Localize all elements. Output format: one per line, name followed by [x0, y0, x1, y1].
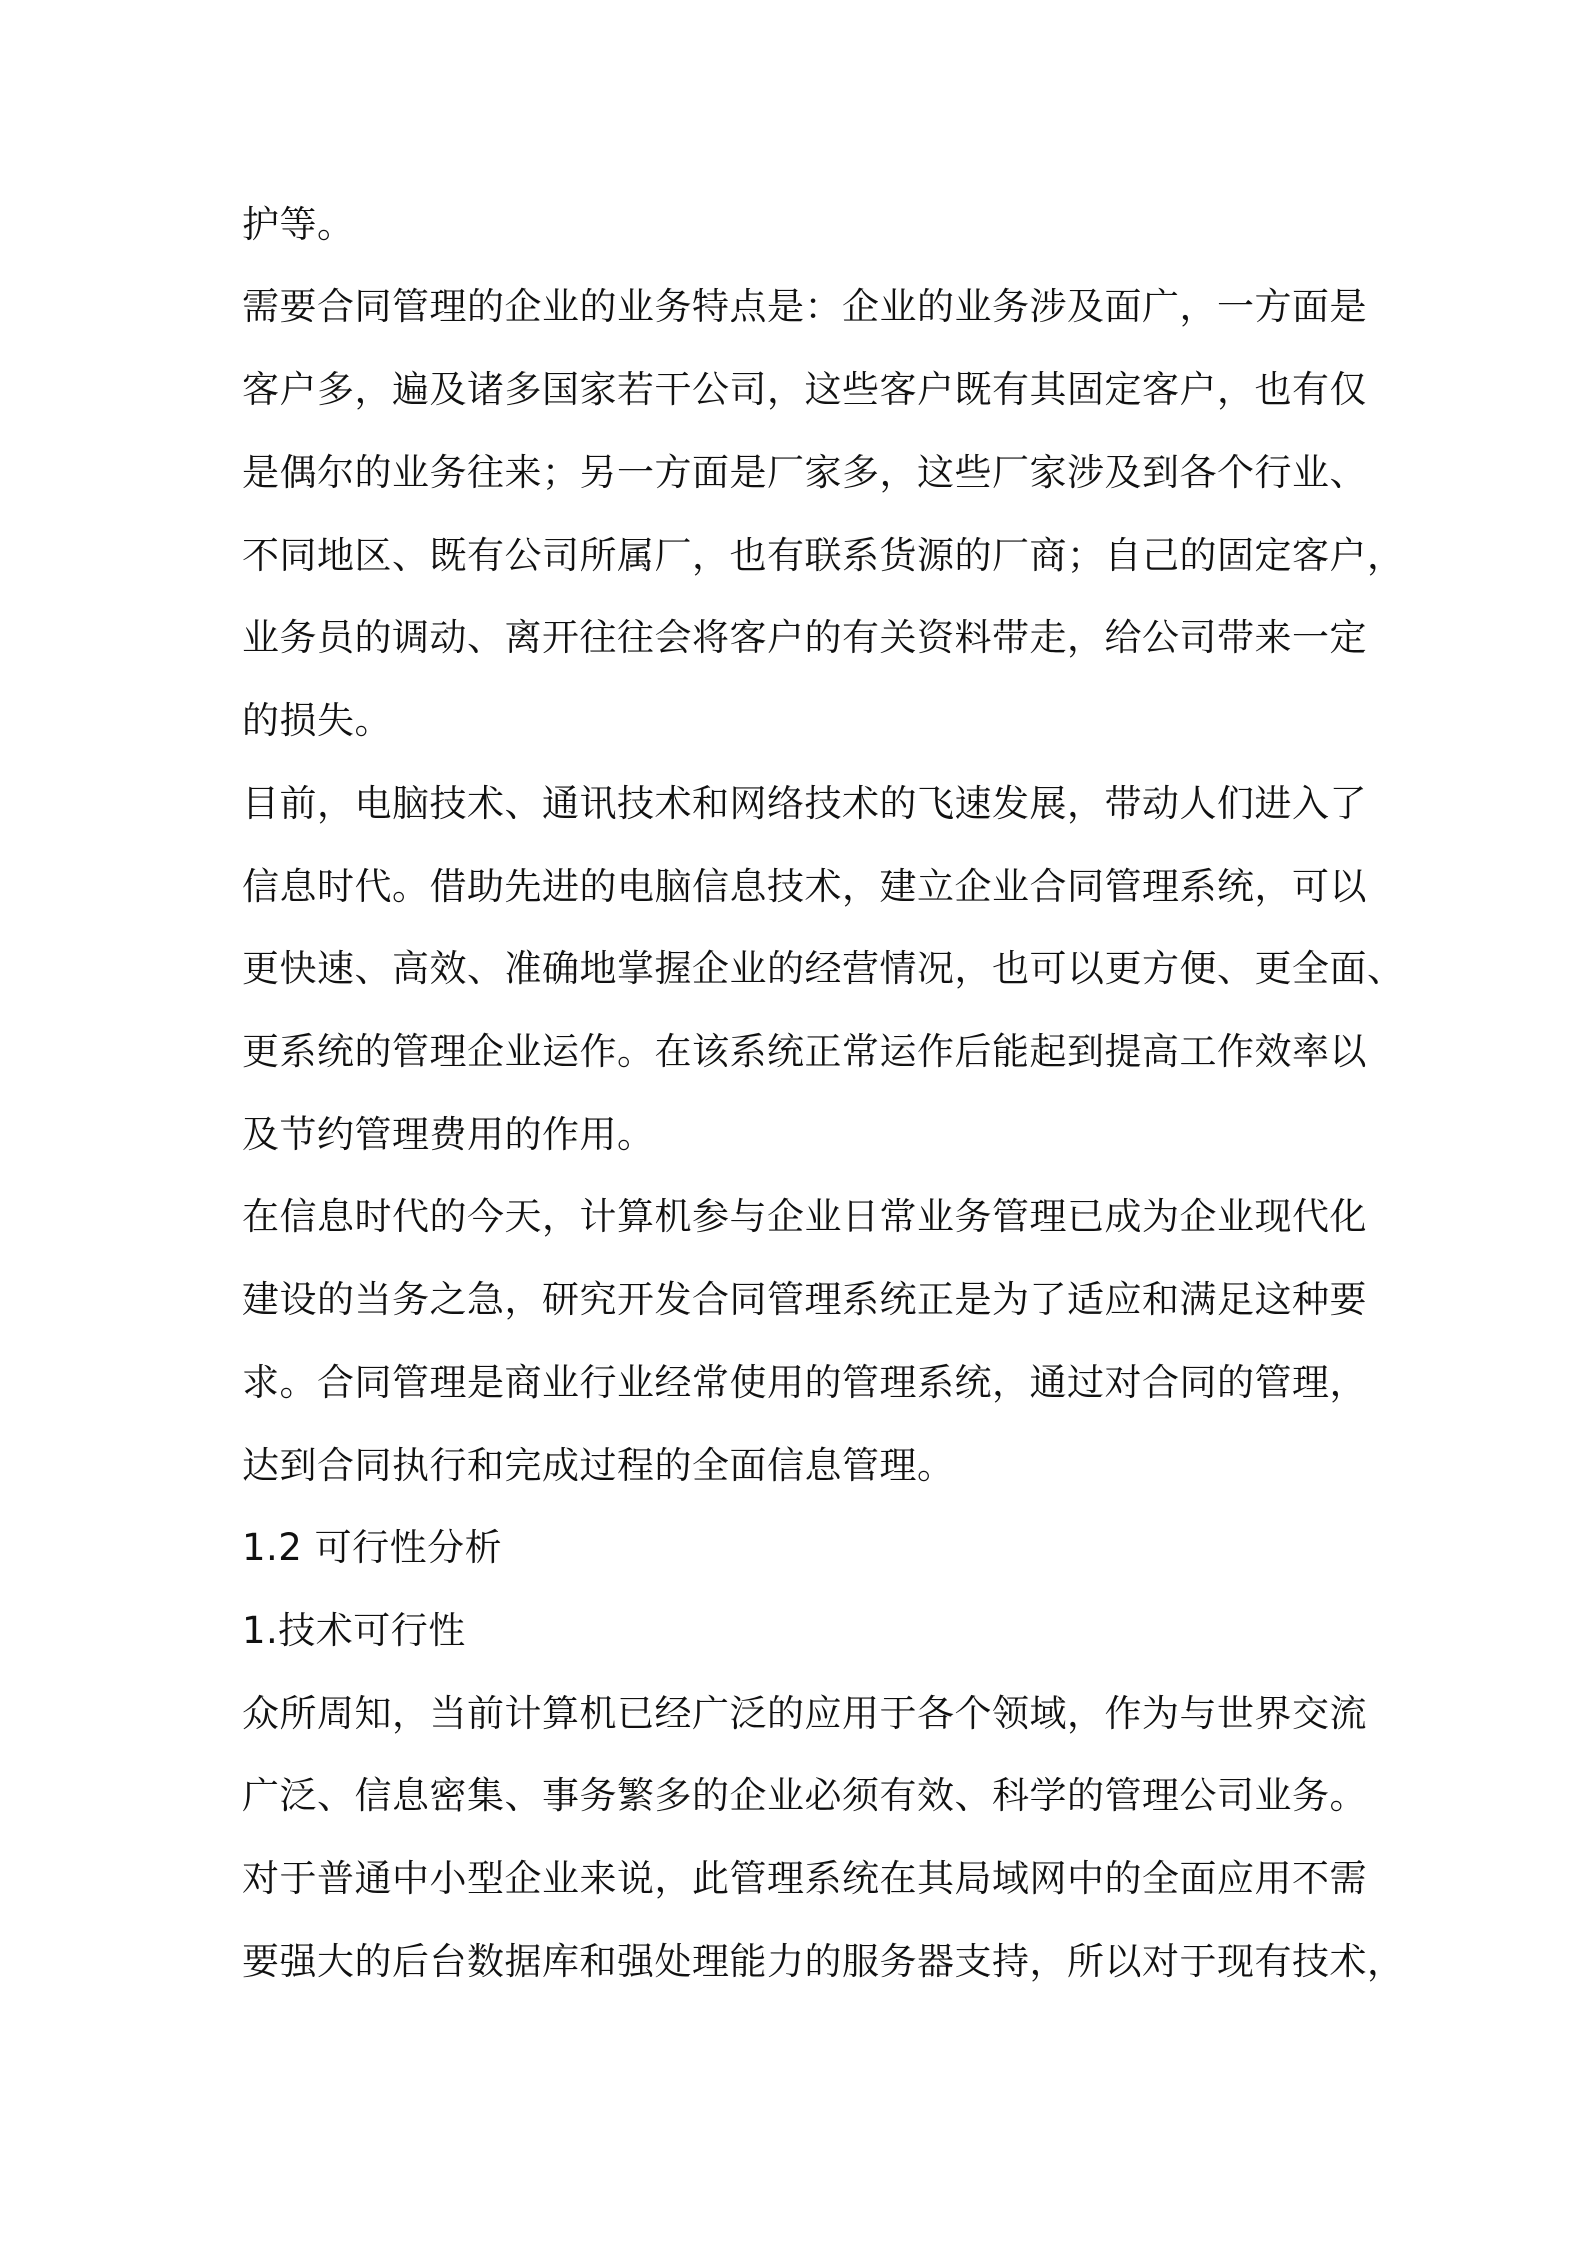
subsection-heading: 1.技术可行性 — [242, 1609, 466, 1652]
text-line: 要强大的后台数据库和强处理能力的服务器支持，所以对于现有技术， — [242, 1940, 1405, 1983]
text-line: 是偶尔的业务往来；另一方面是厂家多，这些厂家涉及到各个行业、 — [242, 451, 1367, 494]
text-line: 需要合同管理的企业的业务特点是：企业的业务涉及面广，一方面是 — [242, 285, 1367, 328]
text-line: 目前，电脑技术、通讯技术和网络技术的飞速发展，带动人们进入了 — [242, 782, 1367, 825]
text-line: 及节约管理费用的作用。 — [242, 1113, 655, 1156]
text-line: 广泛、信息密集、事务繁多的企业必须有效、科学的管理公司业务。 — [242, 1774, 1367, 1817]
text-line: 达到合同执行和完成过程的全面信息管理。 — [242, 1444, 955, 1487]
text-line: 客户多，遍及诸多国家若干公司，这些客户既有其固定客户，也有仅 — [242, 368, 1367, 411]
text-line: 更系统的管理企业运作。在该系统正常运作后能起到提高工作效率以 — [242, 1030, 1367, 1073]
text-line: 对于普通中小型企业来说，此管理系统在其局域网中的全面应用不需 — [242, 1857, 1367, 1900]
text-line: 的损失。 — [242, 699, 392, 742]
text-line: 在信息时代的今天，计算机参与企业日常业务管理已成为企业现代化 — [242, 1195, 1367, 1238]
text-line: 业务员的调动、离开往往会将客户的有关资料带走，给公司带来一定 — [242, 616, 1367, 659]
text-line: 不同地区、既有公司所属厂，也有联系货源的厂商；自己的固定客户， — [242, 534, 1405, 577]
section-heading: 1.2 可行性分析 — [242, 1526, 503, 1569]
text-line: 求。合同管理是商业行业经常使用的管理系统，通过对合同的管理， — [242, 1361, 1367, 1404]
text-line: 众所周知，当前计算机已经广泛的应用于各个领域，作为与世界交流 — [242, 1692, 1367, 1735]
text-line: 建设的当务之急，研究开发合同管理系统正是为了适应和满足这种要 — [242, 1278, 1367, 1321]
text-line: 更快速、高效、准确地掌握企业的经营情况，也可以更方便、更全面、 — [242, 947, 1405, 990]
text-line: 护等。 — [242, 203, 355, 246]
text-line: 信息时代。借助先进的电脑信息技术，建立企业合同管理系统，可以 — [242, 865, 1367, 908]
